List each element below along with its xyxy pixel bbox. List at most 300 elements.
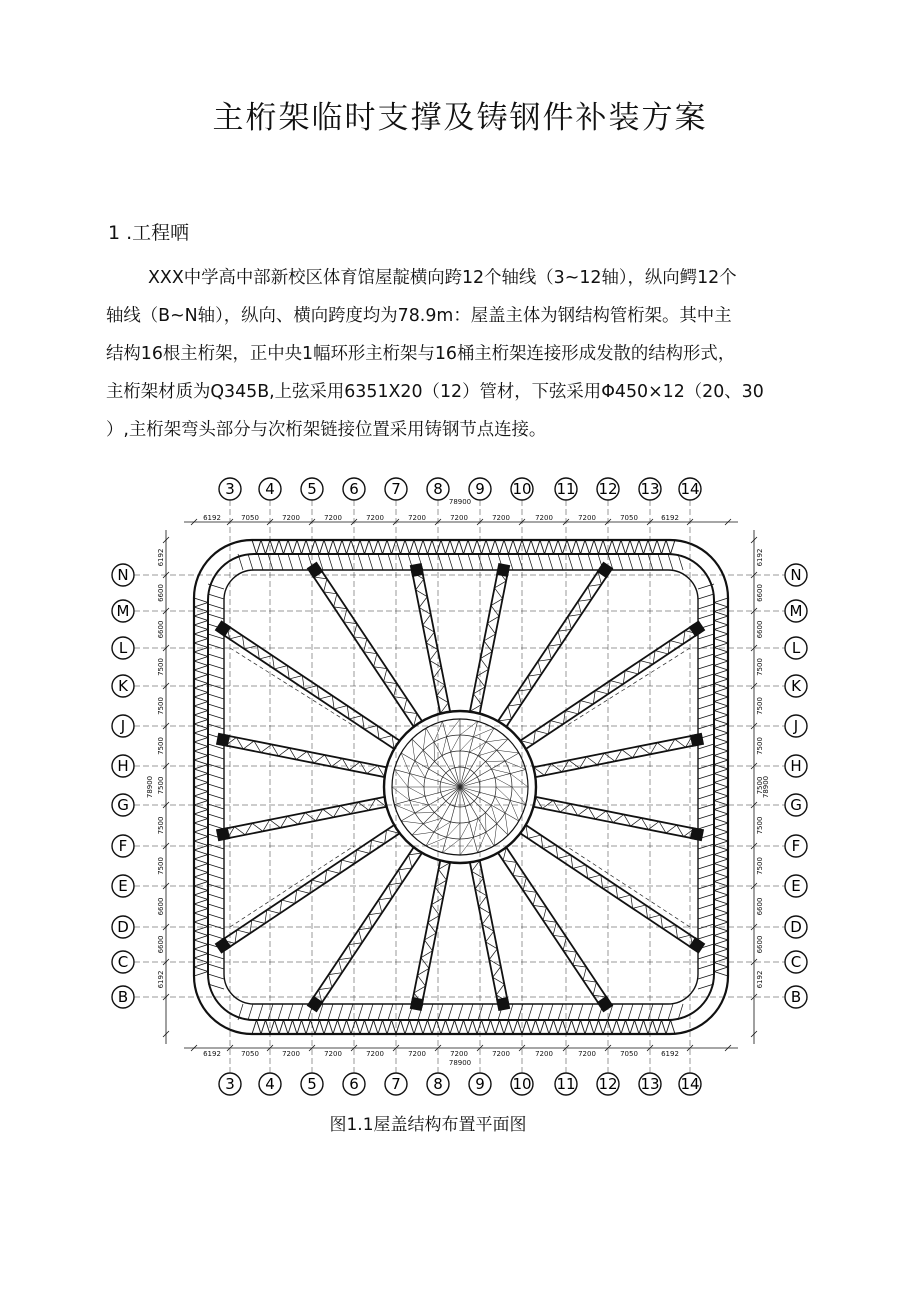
- section-heading: 1 .工程哂: [108, 222, 190, 244]
- dimension-text: 6600: [157, 620, 165, 639]
- ring-truss-web: [401, 1020, 406, 1034]
- axis-label: B: [117, 988, 129, 1006]
- radial-truss-web: [523, 877, 526, 890]
- ring-truss-web: [714, 900, 728, 905]
- radial-truss-web: [339, 960, 342, 973]
- ring-truss-web: [194, 931, 208, 936]
- ring-truss-web: [545, 1020, 550, 1034]
- ring-truss-web: [428, 554, 433, 570]
- ring-truss-web: [288, 1004, 293, 1020]
- ring-truss-web: [194, 895, 208, 900]
- radial-truss-web: [332, 758, 343, 766]
- ring-truss-web: [441, 1020, 446, 1034]
- axis-label: 4: [265, 480, 275, 498]
- ring-truss-web: [714, 603, 728, 608]
- ring-truss-web: [698, 664, 714, 669]
- ring-truss-web: [468, 1004, 473, 1020]
- ring-truss-web: [572, 540, 577, 554]
- ring-truss-web: [388, 554, 393, 570]
- dome-lattice-diagonal: [510, 774, 528, 787]
- ring-truss-web: [414, 1020, 419, 1034]
- ring-truss-web: [528, 1004, 533, 1020]
- ring-truss-web: [698, 914, 714, 919]
- ring-truss-web: [578, 1004, 583, 1020]
- column-axis-bubble-top: [679, 478, 701, 500]
- radial-truss-web: [270, 820, 281, 828]
- ring-truss-web: [558, 540, 563, 554]
- ring-truss-web: [648, 554, 653, 570]
- ring-truss-web: [714, 783, 728, 788]
- radial-truss-web: [329, 975, 332, 988]
- ring-truss-web: [383, 1020, 388, 1034]
- ring-truss-web: [500, 1020, 505, 1034]
- cast-steel-node: [216, 827, 230, 841]
- ring-truss-web: [208, 684, 224, 689]
- ring-truss-web: [567, 540, 572, 554]
- dimension-text: 7200: [578, 1050, 596, 1058]
- radial-truss-web: [349, 945, 352, 958]
- ring-truss-web: [698, 854, 714, 859]
- radial-truss-web: [610, 681, 623, 684]
- ring-truss-web: [194, 661, 208, 666]
- axis-label: 11: [556, 1075, 576, 1093]
- ring-truss-web: [194, 837, 208, 842]
- ring-truss-web: [293, 1020, 298, 1034]
- ring-truss-web: [194, 972, 208, 977]
- dome-lattice-diagonal: [505, 813, 508, 835]
- radial-truss-web: [305, 813, 316, 821]
- ring-truss-web: [446, 540, 451, 554]
- ring-truss-web: [478, 554, 483, 570]
- ring-truss-web: [268, 554, 273, 570]
- dimension-text: 7500: [756, 737, 764, 755]
- radial-truss-web: [359, 930, 362, 943]
- ring-truss-web: [208, 844, 224, 849]
- ring-truss-web: [714, 765, 728, 770]
- ring-truss-web: [468, 540, 473, 554]
- radial-truss-web: [550, 721, 563, 724]
- ring-truss-web: [599, 1020, 604, 1034]
- ring-truss-web: [491, 1020, 496, 1034]
- radial-main-truss-chord: [220, 633, 394, 749]
- ring-truss-web: [540, 1020, 545, 1034]
- ring-truss-web: [333, 540, 338, 554]
- ring-truss-web: [329, 1020, 334, 1034]
- ring-truss-web: [208, 714, 224, 719]
- ring-truss-web: [266, 1020, 271, 1034]
- ring-truss-web: [495, 540, 500, 554]
- dimension-text: 7050: [620, 1050, 638, 1058]
- column-axis-bubble-top: [469, 478, 491, 500]
- radial-truss-web: [369, 915, 372, 928]
- ring-truss-web: [509, 540, 514, 554]
- ring-truss-web: [653, 1020, 658, 1034]
- overall-dimension-text: 78900: [146, 775, 154, 799]
- radial-truss-web: [604, 753, 615, 761]
- ring-truss-web: [328, 554, 333, 570]
- radial-truss-web: [477, 676, 485, 687]
- ring-truss-web: [208, 674, 224, 679]
- axis-label: 7: [391, 480, 401, 498]
- radial-truss-web: [244, 646, 257, 649]
- ring-truss-web: [320, 540, 325, 554]
- ring-truss-web: [714, 805, 728, 810]
- ring-truss-web: [194, 819, 208, 824]
- ring-truss-web: [208, 894, 224, 899]
- ring-truss-web: [252, 1020, 257, 1034]
- ring-truss-web: [288, 540, 293, 554]
- ring-truss-web: [714, 895, 728, 900]
- ring-truss-web: [338, 1004, 343, 1020]
- ring-truss-web: [486, 1020, 491, 1034]
- ring-truss-web: [284, 540, 289, 554]
- radial-truss-web: [595, 811, 606, 819]
- cast-steel-node: [496, 563, 510, 577]
- radial-truss-web: [323, 809, 334, 817]
- ring-truss-web: [410, 540, 415, 554]
- ring-truss-web: [662, 1020, 667, 1034]
- ring-truss-web: [432, 540, 437, 554]
- ring-truss-web: [504, 1020, 509, 1034]
- dome-lattice-diagonal: [495, 778, 512, 787]
- dimension-text: 7200: [366, 514, 384, 522]
- ring-truss-web: [698, 904, 714, 909]
- ring-truss-web: [714, 931, 728, 936]
- radial-truss-web: [543, 907, 546, 920]
- row-axis-bubble-left: [112, 794, 134, 816]
- axis-label: 13: [640, 1075, 660, 1093]
- ring-truss-web: [333, 1020, 338, 1034]
- radial-truss-web: [528, 835, 541, 838]
- dimension-text: 6192: [203, 1050, 221, 1058]
- ring-truss-web: [658, 1004, 663, 1020]
- ring-truss-web: [194, 792, 208, 797]
- dimension-text: 7500: [756, 697, 764, 715]
- radial-truss-web: [234, 827, 245, 835]
- ring-truss-web: [194, 814, 208, 819]
- ring-truss-web: [270, 1020, 275, 1034]
- ring-truss-web: [714, 616, 728, 621]
- ring-truss-web: [378, 540, 383, 554]
- dimension-text: 7050: [241, 1050, 259, 1058]
- radial-truss-web: [578, 807, 589, 815]
- radial-truss-web: [486, 931, 494, 942]
- axis-label: J: [120, 717, 126, 735]
- ring-truss-web: [698, 864, 714, 869]
- ring-truss-web: [405, 540, 410, 554]
- radial-truss-web: [289, 676, 302, 679]
- radial-truss-web: [587, 757, 598, 765]
- cast-steel-node: [690, 733, 704, 747]
- ring-truss-web: [208, 664, 224, 669]
- radial-truss-web: [573, 865, 586, 868]
- ring-truss-web: [458, 554, 463, 570]
- row-axis-bubble-right: [785, 986, 807, 1008]
- ring-truss-web: [194, 598, 208, 603]
- ring-truss-web: [194, 963, 208, 968]
- axis-label: G: [117, 796, 129, 814]
- dimension-text: 6600: [756, 897, 764, 916]
- radial-truss-web: [675, 739, 686, 747]
- ring-truss-web: [590, 1020, 595, 1034]
- ring-truss-web: [278, 1004, 283, 1020]
- ring-truss-web: [194, 886, 208, 891]
- ring-truss-web: [558, 1020, 563, 1034]
- column-axis-bubble-bottom: [597, 1073, 619, 1095]
- radial-main-truss-chord: [222, 745, 384, 777]
- dome-lattice-diagonal: [426, 837, 447, 846]
- radial-truss-web: [312, 880, 325, 883]
- ring-truss-web: [306, 1020, 311, 1034]
- ring-truss-web: [392, 540, 397, 554]
- ring-truss-web: [338, 554, 343, 570]
- ring-truss-web: [315, 540, 320, 554]
- ring-truss-web: [275, 1020, 280, 1034]
- radial-truss-web: [489, 949, 497, 960]
- roof-plan-drawing: [100, 470, 820, 1110]
- ring-truss-web: [698, 934, 714, 939]
- dimension-text: 6192: [157, 548, 165, 567]
- axis-label: 11: [556, 480, 576, 498]
- ring-truss-web: [549, 1020, 554, 1034]
- ring-truss-web: [698, 814, 714, 819]
- ring-truss-web: [268, 1004, 273, 1020]
- ring-truss-web: [714, 747, 728, 752]
- dimension-text: 6600: [756, 935, 764, 954]
- radial-truss-web: [588, 875, 601, 878]
- ring-truss-web: [698, 824, 714, 829]
- ring-truss-web: [662, 540, 667, 554]
- ring-truss-web: [714, 850, 728, 855]
- ring-truss-web: [194, 693, 208, 698]
- ring-truss-web: [612, 1020, 617, 1034]
- ring-truss-web: [194, 688, 208, 693]
- ring-truss-web: [387, 540, 392, 554]
- ring-truss-web: [599, 540, 604, 554]
- ring-truss-web: [208, 974, 224, 979]
- ring-truss-web: [288, 1020, 293, 1034]
- ring-truss-web: [368, 554, 373, 570]
- dimension-text: 6192: [756, 548, 764, 567]
- ring-truss-web: [194, 909, 208, 914]
- axis-label: H: [117, 757, 129, 775]
- radial-truss-web: [657, 743, 668, 751]
- dimension-text: 7200: [324, 514, 342, 522]
- radial-truss-web: [424, 940, 432, 951]
- radial-truss-web: [558, 855, 571, 858]
- ring-truss-web: [588, 554, 593, 570]
- dome-lattice-diagonal: [486, 739, 508, 742]
- radial-truss-web: [538, 661, 541, 674]
- ring-truss-web: [194, 882, 208, 887]
- ring-truss-web: [194, 855, 208, 860]
- ring-truss-web: [714, 688, 728, 693]
- ring-truss-web: [258, 1004, 263, 1020]
- axis-label: 10: [512, 480, 532, 498]
- ring-truss-web: [278, 554, 283, 570]
- column-axis-bubble-bottom: [679, 1073, 701, 1095]
- radial-truss-web: [480, 659, 488, 670]
- ring-truss-web: [531, 1020, 536, 1034]
- dimension-text: 6192: [203, 514, 221, 522]
- ring-truss-web: [448, 1004, 453, 1020]
- radial-truss-web: [482, 914, 490, 925]
- ring-truss-web: [194, 832, 208, 837]
- radial-truss-web: [583, 967, 586, 980]
- radial-truss-web: [573, 952, 576, 965]
- radial-truss-web: [640, 661, 653, 664]
- ring-truss-web: [714, 679, 728, 684]
- paragraph-line: XXX中学高中部新校区体育馆屋靛横向跨12个轴线（3~12轴），纵向鳄12个: [148, 268, 737, 288]
- ring-truss-web: [504, 540, 509, 554]
- ring-truss-web: [194, 747, 208, 752]
- axis-label: 8: [433, 1075, 443, 1093]
- radial-truss-web: [603, 885, 616, 888]
- axis-label: 7: [391, 1075, 401, 1093]
- ring-truss-web: [568, 554, 573, 570]
- radial-truss-web: [419, 597, 427, 608]
- ring-truss-web: [194, 706, 208, 711]
- dimension-text: 7500: [756, 857, 764, 875]
- radial-truss-web: [639, 746, 650, 754]
- ring-truss-web: [603, 540, 608, 554]
- column-axis-bubble-bottom: [511, 1073, 533, 1095]
- radial-truss-web: [528, 676, 531, 689]
- radial-truss-web: [622, 750, 633, 758]
- ring-truss-web: [194, 949, 208, 954]
- ring-truss-web: [208, 784, 224, 789]
- axis-label: E: [791, 877, 801, 895]
- document-title: 主桁架临时支撑及铸钢件补装方案: [212, 100, 708, 136]
- ring-truss-web: [194, 724, 208, 729]
- ring-truss-web: [635, 540, 640, 554]
- ring-truss-web: [714, 945, 728, 950]
- dimension-text: 7200: [450, 1050, 468, 1058]
- ring-truss-web: [428, 1004, 433, 1020]
- ring-truss-web: [698, 784, 714, 789]
- radial-truss-web: [655, 651, 668, 654]
- radial-truss-web: [334, 594, 337, 607]
- dimension-text: 7050: [620, 514, 638, 522]
- ring-truss-web: [482, 540, 487, 554]
- dimension-text: 7500: [157, 776, 165, 795]
- ring-truss-web: [639, 540, 644, 554]
- ring-truss-web: [653, 540, 658, 554]
- ring-truss-web: [398, 1004, 403, 1020]
- dome-lattice-diagonal: [434, 742, 435, 762]
- dome-lattice-diagonal: [412, 832, 434, 835]
- column-axis-bubble-top: [555, 478, 577, 500]
- ring-truss-web: [714, 814, 728, 819]
- radial-truss-web: [625, 671, 638, 674]
- column-axis-bubble-top: [385, 478, 407, 500]
- axis-label: 5: [307, 480, 317, 498]
- dome-lattice-diagonal: [410, 800, 429, 805]
- ring-truss-web: [618, 554, 623, 570]
- ring-truss-web: [714, 792, 728, 797]
- secondary-bracing-line: [230, 648, 354, 726]
- ring-truss-web: [324, 540, 329, 554]
- ring-truss-web: [315, 1020, 320, 1034]
- ring-truss-web: [714, 855, 728, 860]
- ring-truss-web: [432, 1020, 437, 1034]
- radial-main-truss-chord: [226, 833, 400, 949]
- dome-lattice-diagonal: [494, 824, 497, 846]
- axis-label: C: [117, 953, 129, 971]
- dome-lattice-diagonal: [415, 812, 435, 813]
- ring-truss-web: [194, 639, 208, 644]
- axis-label: B: [790, 988, 802, 1006]
- ring-truss-web: [208, 594, 224, 599]
- dome-lattice-diagonal: [491, 769, 510, 774]
- ring-truss-web: [714, 715, 728, 720]
- ring-truss-web: [563, 540, 568, 554]
- radial-truss-web: [342, 860, 355, 863]
- radial-truss-web: [409, 855, 412, 868]
- axis-label: N: [117, 566, 129, 584]
- ring-truss-web: [401, 540, 406, 554]
- ring-truss-web: [527, 1020, 532, 1034]
- dimension-text: 7500: [157, 737, 165, 755]
- radial-truss-web: [513, 862, 516, 875]
- ring-truss-web: [585, 540, 590, 554]
- project-overview-paragraph: [106, 259, 820, 449]
- ring-truss-web: [518, 540, 523, 554]
- overall-dimension-text: 78900: [448, 1059, 472, 1067]
- ring-truss-web: [644, 1020, 649, 1034]
- ring-truss-web: [714, 711, 728, 716]
- radial-truss-web: [416, 579, 424, 590]
- ring-truss-web: [666, 540, 671, 554]
- ring-truss-web: [714, 774, 728, 779]
- ring-truss-web: [714, 733, 728, 738]
- paragraph-line: 轴线（B~N轴），纵向、横向跨度均为78.9m：屋盖主体为钢结构管桁架。其中主: [106, 306, 732, 326]
- radial-truss-web: [618, 895, 631, 898]
- cast-steel-node: [496, 997, 510, 1011]
- ring-truss-web: [194, 850, 208, 855]
- ring-truss-web: [522, 540, 527, 554]
- ring-truss-web: [208, 914, 224, 919]
- ring-truss-web: [338, 1020, 343, 1034]
- radial-truss-web: [287, 816, 298, 824]
- ring-truss-web: [714, 729, 728, 734]
- radial-truss-web: [670, 641, 683, 644]
- ring-truss-web: [612, 540, 617, 554]
- ring-truss-web: [558, 1004, 563, 1020]
- radial-main-truss-chord: [222, 797, 384, 829]
- ring-truss-web: [714, 657, 728, 662]
- row-axis-bubble-left: [112, 916, 134, 938]
- ring-truss-web: [714, 670, 728, 675]
- ring-truss-web: [428, 540, 433, 554]
- ring-truss-web: [360, 1020, 365, 1034]
- radial-truss-web: [487, 623, 495, 634]
- axis-label: 12: [598, 1075, 618, 1093]
- ring-truss-web: [698, 604, 714, 609]
- ring-truss-web: [258, 554, 263, 570]
- ring-truss-web: [194, 621, 208, 626]
- axis-label: K: [791, 677, 801, 695]
- overall-dimension-text: 78900: [448, 498, 472, 506]
- ring-truss-web: [194, 720, 208, 725]
- ring-truss-web: [419, 1020, 424, 1034]
- ring-truss-web: [509, 1020, 514, 1034]
- dimension-text: 7200: [492, 1050, 510, 1058]
- ring-truss-web: [548, 1004, 553, 1020]
- dome-lattice-diagonal: [512, 787, 526, 805]
- ring-truss-web: [194, 670, 208, 675]
- ring-truss-web: [576, 1020, 581, 1034]
